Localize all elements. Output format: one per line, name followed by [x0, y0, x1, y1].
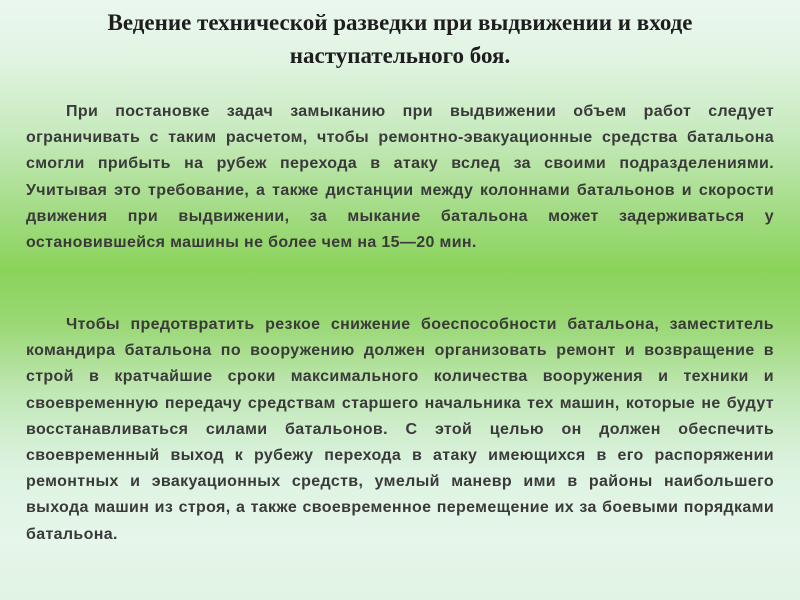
slide-title: Ведение технической разведки при выдвижении и входе наступательного боя. [107, 10, 693, 68]
body-paragraph-1: При постановке задач замыканию при выдвижении объем работ следует ограничивать с таким расчетом, чтобы ремонтно-эвакуационные средства батальона смогли прибыть на рубеж перехода в атаку вслед за своими подразделениями. Учитывая это требование, а также дистанции между колоннами батальонов и скорости движения при выдвижении, за мыкание батальона может задерживаться у остановившейся машины не более чем на 15—20 мин. [26, 103, 774, 252]
body-paragraph-2: Чтобы предотвратить резкое снижение боеспособности батальона, заместитель командира батальона по вооружению должен организовать ремонт и возвращение в строй в кратчайшие сроки максимального количества вооружения и техники и своевременную передачу средствам старшего начальника тех машин, которые не будут восстанавливаться силами батальонов. С этой целью он должен обеспечить своевременный выход к рубежу перехода в атаку имеющихся в его распоряжении ремонтных и эвакуационных средств, умелый маневр ими в районы наибольшего выхода машин из строя, а также своевременное перемещение их за боевыми порядками батальона. [26, 316, 774, 543]
